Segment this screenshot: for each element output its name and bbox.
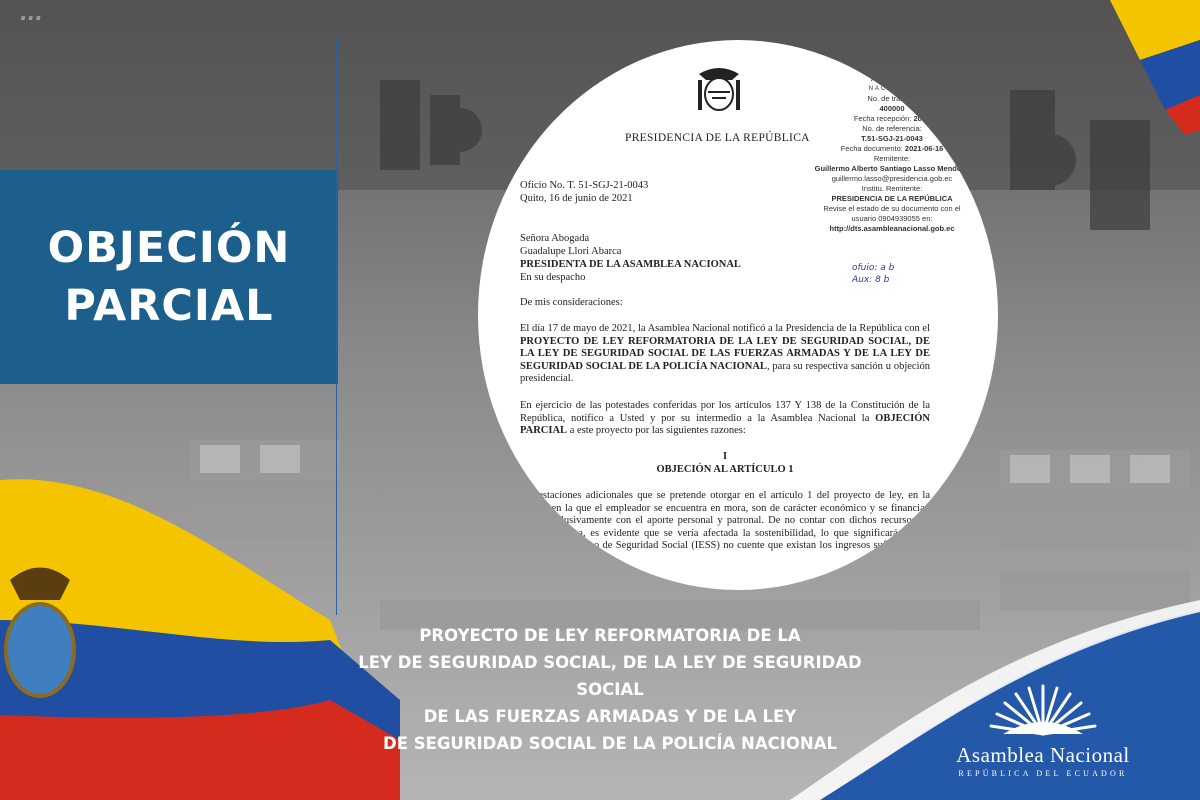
bill-title-line-1: PROYECTO DE LEY REFORMATORIA DE LA xyxy=(419,626,801,645)
salutation: Señora Abogada xyxy=(520,233,590,244)
recipient-name: Guadalupe Llori Abarca xyxy=(520,246,622,257)
logo-name: Asamblea Nacional xyxy=(956,743,1130,767)
recipient-title: PRESIDENTA DE LA ASAMBLEA NACIONAL xyxy=(520,259,741,270)
handwritten-line-1: ofuio: a b xyxy=(852,263,895,273)
stamp-doc-date: Fecha documento: 2021-06-16 xyxy=(840,144,944,153)
coat-of-arms-icon xyxy=(6,568,74,697)
stamp-reference-value: T.51-SGJ-21-0043 xyxy=(861,134,923,143)
stamp-url: http://dts.asambleanacional.gob.ec xyxy=(829,224,955,233)
logo-subtitle: REPÚBLICA DEL ECUADOR xyxy=(958,769,1128,778)
paragraph-3: Las prestaciones adicionales que se pretende otorgar en el artículo 1 del proyecto de ley, en la situación en la que el empleador se encuentra en mora, son de carácter económico y se financian única y exclusivamente con el aporte personal y patronal. De no contar con dichos recursos de manera oportuna, es evidente que se vería afectada la sostenibilidad, lo que significará que el Instituto Ecuatoriano de Seguridad Social (IESS) no cuente que existan los ingresos suficientes ni la oportunidad xyxy=(510,490,930,564)
reception-stamp xyxy=(812,74,972,234)
handwritten-note xyxy=(852,262,894,286)
section-title: OBJECIÓN AL ARTÍCULO 1 xyxy=(656,464,794,475)
stamp-reception: Fecha recepción: 2021 xyxy=(853,114,931,123)
title-banner xyxy=(0,170,338,384)
stamp-org: ASAMBLEA xyxy=(870,74,914,83)
letter-header: PRESIDENCIA DE LA REPÚBLICA xyxy=(625,132,810,144)
greeting: De mis consideraciones: xyxy=(520,297,623,308)
asamblea-logo xyxy=(938,680,1148,778)
bill-title-line-4: DE SEGURIDAD SOCIAL DE LA POLICÍA NACIONAL xyxy=(383,734,837,753)
bill-title-line-3: DE LAS FUERZAS ARMADAS Y DE LA LEY xyxy=(423,707,797,726)
sunburst-logo-icon xyxy=(983,680,1103,736)
bill-title-line-2: LEY DE SEGURIDAD SOCIAL, DE LA LEY DE SEGURIDAD SOCIAL xyxy=(358,653,862,699)
stamp-institution-label: Institu. Remitente: xyxy=(861,184,923,193)
divider-line xyxy=(336,35,337,615)
stamp-review-text: Revise el estado de su documento con el usuario 0904939055 en: xyxy=(823,204,961,223)
stamp-tramite-value: 400000 xyxy=(879,104,905,113)
stamp-sender-label: Remitente: xyxy=(873,154,911,163)
handwritten-line-2: Aux: 8 b xyxy=(852,275,890,285)
stamp-sender-name: Guillermo Alberto Santiago Lasso Mendoza xyxy=(814,164,970,173)
title-line-1: OBJECIÓN xyxy=(47,223,291,273)
place-date: Quito, 16 de junio de 2021 xyxy=(520,193,633,204)
stamp-tramite-label: No. de trámite: xyxy=(867,94,917,103)
svg-text:...: ... xyxy=(20,1,43,25)
recipient-place: En su despacho xyxy=(520,272,586,283)
oficio-number: Oficio No. T. 51-SGJ-21-0043 xyxy=(520,180,649,191)
document-circle xyxy=(478,40,998,590)
stamp-institution-value: PRESIDENCIA DE LA REPÚBLICA xyxy=(831,194,953,203)
paragraph-2: En ejercicio de las potestades conferidas por los artículos 137 Y 138 de la Constitución de la República, notifico a Usted y por su intermedio a la Asamblea Nacional la OBJECIÓN PARCIAL a este proyecto por las siguientes razones: xyxy=(520,400,930,436)
stamp-reference-label: No. de referencia: xyxy=(862,124,922,133)
official-letter xyxy=(478,40,998,590)
paragraph-1: El día 17 de mayo de 2021, la Asamblea Nacional notificó a la Presidencia de la República con el PROYECTO DE LEY REFORMATORIA DE LA LEY DE SEGURIDAD SOCIAL, DE LA LEY DE SEGURIDAD SOCIAL DE LAS FUERZAS ARMADAS Y DE LA LEY DE SEGURIDAD SOCIAL DE LA POLICÍA NACIONAL, para su respectiva sanción u objeción presidencial. xyxy=(520,323,930,384)
stamp-sender-email: guillermo.lasso@presidencia.gob.ec xyxy=(831,174,953,183)
coat-of-arms-seal-icon xyxy=(694,62,744,114)
stamp-org-sub: NACIONAL xyxy=(868,86,916,92)
section-number: I xyxy=(722,451,728,462)
bill-title xyxy=(330,622,890,757)
title-line-2: PARCIAL xyxy=(64,281,274,331)
